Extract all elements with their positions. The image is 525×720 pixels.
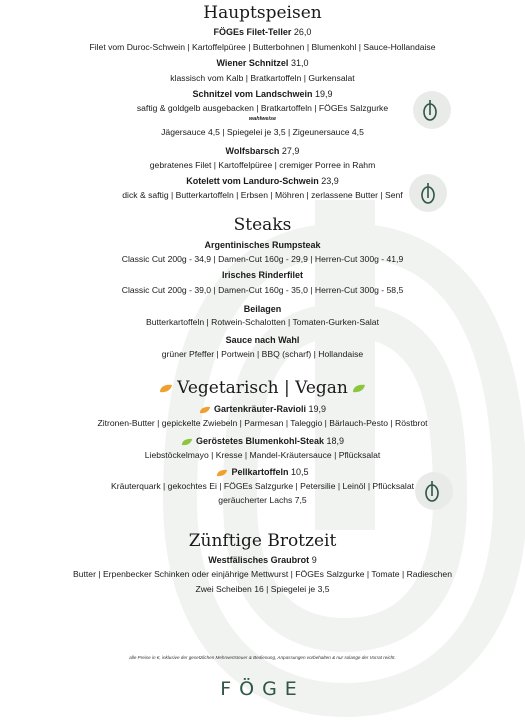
footnote: alle Preise in €, inklusive der gesetzlichen Mehrwertsteuer & Bedienung, Anpassungen vorbehalten & nur solange der Vorrat reicht. (129, 655, 396, 660)
item-description: Filet vom Duroc-Schwein | Kartoffelpüree | Butterbohnen | Blumenkohl | Sauce-Hollandaise (89, 42, 436, 52)
menu-item (0, 555, 525, 566)
item-description: gebratenes Filet | Kartoffelpüree | cremiger Porree in Rahm (149, 160, 376, 170)
item-extras: Zwei Scheiben 16 | Spiegelei je 3,5 (195, 584, 330, 594)
leaf-orange-icon (216, 469, 228, 477)
foege-logo: FÖGE (220, 678, 305, 700)
item-price: 27,9 (281, 146, 300, 156)
item-name: Argentinisches Rumpsteak (204, 240, 321, 250)
item-name: Irisches Rinderfilet (221, 270, 304, 280)
klassiker-badge-icon (413, 91, 451, 129)
item-name: Kotelett vom Landuro-Schwein (186, 176, 319, 186)
leaf-green-icon (181, 438, 193, 446)
menu-item (0, 27, 525, 38)
item-name: Pellkartoffeln (231, 467, 289, 477)
leaf-green-icon (352, 384, 366, 393)
item-price: 23,9 (321, 176, 339, 186)
item-description: dick & saftig | Butterkartoffeln | Erbsen | Möhren | zerlassene Butter | Senf (122, 190, 403, 200)
item-name: Geröstetes Blumenkohl-Steak (195, 436, 324, 446)
item-name: Sauce nach Wahl (225, 335, 300, 345)
item-price: 10,5 (291, 467, 309, 477)
item-description: Kräuterquark | gekochtes Ei | FÖGEs Salzgurke | Petersilie | Leinöl | Pflücksalat (110, 481, 414, 491)
leaf-orange-icon (199, 406, 211, 414)
klassiker-badge (413, 91, 451, 129)
menu-item (0, 436, 525, 447)
item-name: FÖGEs Filet-Teller (213, 27, 292, 37)
section-title-hauptspeisen: Hauptspeisen (203, 3, 322, 23)
item-description: Butterkartoffeln | Rotwein-Schalotten | Tomaten-Gurken-Salat (146, 317, 379, 327)
item-price: 19,9 (315, 89, 333, 99)
item-price: 31,0 (290, 58, 309, 68)
item-price: 9 (311, 555, 317, 565)
klassiker-badge-icon (415, 472, 453, 510)
item-name: Wiener Schnitzel (216, 58, 289, 68)
item-note: wahlweise (248, 116, 277, 122)
section-title-vegetarisch (0, 378, 525, 398)
item-extras: Jägersauce 4,5 | Spiegelei je 3,5 | Zigeunersauce 4,5 (161, 127, 364, 137)
item-name: Gartenkräuter-Ravioli (213, 404, 306, 414)
menu-item (0, 270, 525, 281)
item-price: 19,9 (308, 404, 327, 414)
item-description: Liebstöckelmayo | Kresse | Mandel-Kräutersauce | Pflücksalat (144, 450, 381, 460)
klassiker-badge (415, 472, 453, 510)
item-description: grüner Pfeffer | Portwein | BBQ (scharf) | Hollandaise (161, 349, 364, 359)
item-description: Zitronen-Butter | gepickelte Zwiebeln | Parmesan | Taleggio | Bärlauch-Pesto | Röstbrot (97, 418, 428, 428)
item-description: klassisch vom Kalb | Bratkartoffeln | Gurkensalat (170, 73, 355, 83)
menu-item (0, 404, 525, 415)
section-title-brotzeit: Zünftige Brotzeit (188, 531, 337, 551)
menu-item (0, 240, 525, 251)
item-name: Westfälisches Graubrot (208, 555, 310, 565)
klassiker-badge (409, 174, 447, 212)
klassiker-badge-icon (409, 174, 447, 212)
menu-item (0, 304, 525, 315)
item-name: Schnitzel vom Landschwein (192, 89, 313, 99)
menu-item (0, 146, 525, 157)
item-description: Classic Cut 200g - 39,0 | Damen-Cut 160g - 35,0 | Herren-Cut 300g - 58,5 (121, 285, 404, 295)
item-price: 26,0 (293, 27, 312, 37)
item-name: Beilagen (243, 304, 282, 314)
item-price: 18,9 (326, 436, 345, 446)
section-title-steaks: Steaks (233, 215, 292, 235)
menu-item (0, 335, 525, 346)
leaf-orange-icon (159, 384, 173, 393)
item-extras: geräucherter Lachs 7,5 (218, 495, 307, 505)
item-description: saftig & goldgelb ausgebacken | Bratkartoffeln | FÖGEs Salzgurke (136, 103, 389, 113)
menu-item (0, 58, 525, 69)
item-description: Butter | Erpenbecker Schinken oder einjährige Mettwurst | FÖGEs Salzgurke | Tomate | Radieschen (73, 569, 452, 579)
item-description: Classic Cut 200g - 34,9 | Damen-Cut 160g - 29,9 | Herren-Cut 300g - 41,9 (121, 254, 404, 264)
item-name: Wolfsbarsch (225, 146, 280, 156)
section-title-text: Vegetarisch | Vegan (177, 378, 348, 398)
